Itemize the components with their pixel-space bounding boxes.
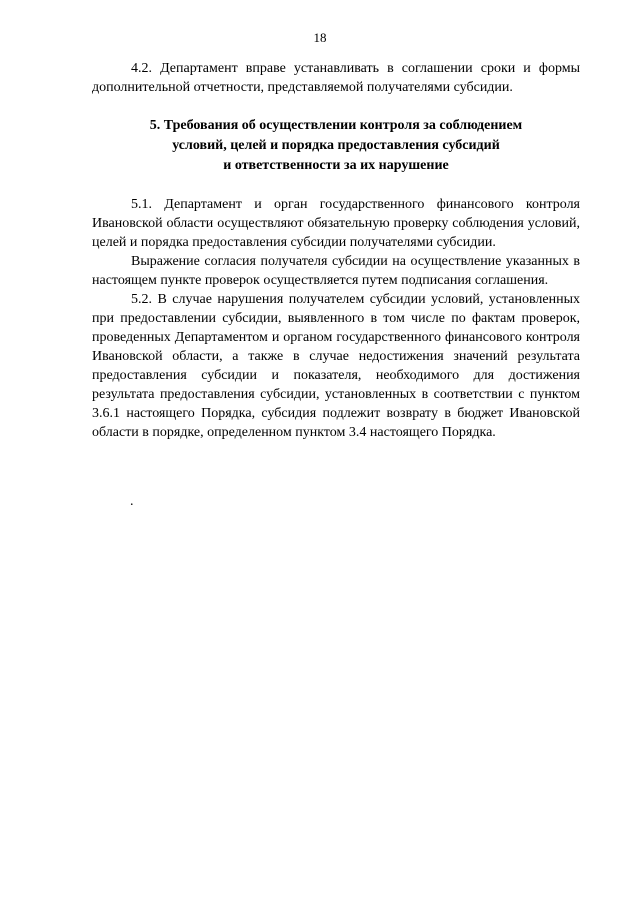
paragraph-5-2: 5.2. В случае нарушения получателем субсидии условий, установленных при предоставлении субсидии, выявленного в том числе по фактам проверок, проведенных Департаментом и органом государственного финансового контроля Ивановской области, а также в случае недостижения значений результата предоставления субсидии и показателя, необходимого для достижения результата предоставления субсидии, установленных в соответствии с пунктом 3.6.1 настоящего Порядка, субсидия подлежит возврату в бюджет Ивановской области в порядке, определенном пунктом 3.4 настоящего Порядка. xyxy=(92,292,580,440)
section-5-heading-line-2: условий, целей и порядка предоставления субсидий xyxy=(172,138,500,153)
section-5-heading xyxy=(92,116,580,176)
section-5-heading-line-3: и ответственности за их нарушение xyxy=(223,158,449,173)
trailing-dot: . xyxy=(130,494,134,509)
page-number: 18 xyxy=(313,30,327,45)
paragraph-consent: Выражение согласия получателя субсидии на осуществление указанных в настоящем пункте проверок осуществляется путем подписания соглашения. xyxy=(92,254,580,288)
section-5-heading-line-1: 5. Требования об осуществлении контроля за соблюдением xyxy=(149,118,523,133)
paragraph-4-2: 4.2. Департамент вправе устанавливать в соглашении сроки и формы дополнительной отчетности, представляемой получателями субсидии. xyxy=(92,61,580,95)
paragraph-5-1: 5.1. Департамент и орган государственного финансового контроля Ивановской области осуществляют обязательную проверку соблюдения условий, целей и порядка предоставления субсидии получателями субсидии. xyxy=(92,197,580,250)
document-body xyxy=(92,59,580,442)
